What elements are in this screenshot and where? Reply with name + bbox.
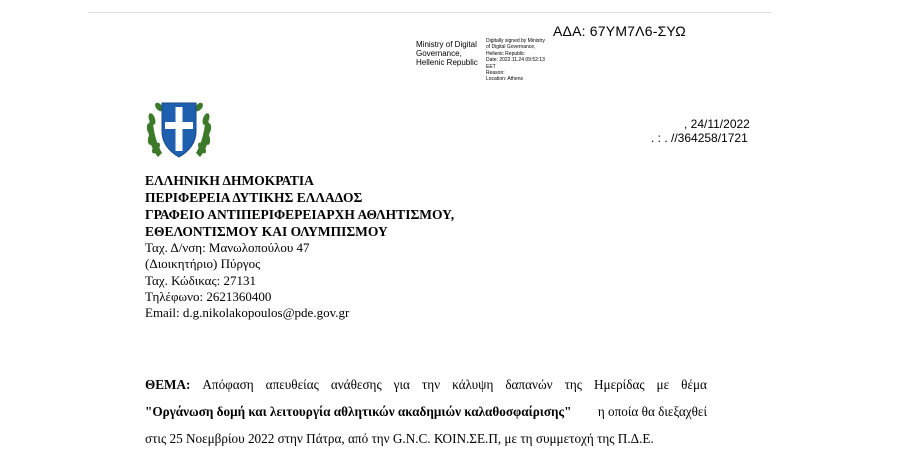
signature-detail-line: Date: 2022.11.24 09:52:13: [486, 57, 545, 64]
issuer-line: ΓΡΑΦΕΙΟ ΑΝΤΙΠΕΡΙΦΕΡΕΙΑΡΧΗ ΑΘΛΗΤΙΣΜΟΥ,: [145, 207, 455, 222]
subject-paragraph: [145, 377, 707, 458]
signature-detail-line: Digitally signed by Ministry: [486, 38, 545, 44]
signer-line: Governance,: [416, 49, 462, 58]
email-line: Email: d.g.nikolakopoulos@pde.gov.gr: [145, 305, 350, 321]
document-date: , 24/11/2022: [684, 117, 750, 131]
issuer-line: ΕΛΛΗΝΙΚΗ ΔΗΜΟΚΡΑΤΙΑ: [145, 173, 314, 188]
ada-code: ΑΔΑ: 67ΥΜ7Λ6-ΣΥΩ: [553, 23, 686, 39]
address-line: Ταχ. Δ/νση: Μανωλοπούλου 47: [145, 240, 310, 255]
subject-text: στις 25 Νοεμβρίου 2022 στην Πάτρα, από την G.N.C. ΚΟΙΝ.ΣΕ.Π, με τη συμμετοχή της Π.Δ.Ε.: [145, 431, 654, 446]
signer-line: Ministry of Digital: [416, 40, 477, 49]
subject-word: ανάθεσης: [330, 377, 382, 392]
signature-detail-line: EET: [486, 63, 496, 70]
signature-signer: [416, 40, 478, 67]
signature-details: [486, 38, 545, 83]
subject-word: της: [564, 377, 582, 392]
contact-block: [145, 240, 349, 321]
subject-text: η οποία θα διεξαχθεί: [597, 404, 707, 419]
address-line: (Διοικητήριο) Πύργος: [145, 256, 261, 272]
subject-word: δαπανών: [505, 377, 553, 392]
signature-detail-line: Hellenic Republic: [486, 50, 525, 57]
subject-word: Απόφαση: [202, 377, 254, 392]
subject-line-3: [145, 431, 707, 447]
subject-word: Ημερίδας: [593, 377, 645, 392]
signature-detail-line: Location: Athens: [486, 76, 523, 83]
protocol-number: . : . //364258/1721: [651, 131, 748, 145]
subject-word: για: [393, 377, 410, 392]
subject-line-1: [145, 377, 707, 393]
hellenic-emblem-icon: [144, 95, 214, 163]
issuer-line: ΠΕΡΙΦΕΡΕΙΑ ΔΥΤΙΚΗΣ ΕΛΛΑΔΟΣ: [145, 190, 363, 205]
issuer-header: [145, 172, 454, 240]
subject-word: απευθείας: [265, 377, 319, 392]
phone-line: Τηλέφωνο: 2621360400: [145, 288, 272, 304]
subject-word: με: [656, 377, 670, 392]
signature-detail-line: of Digital Governance,: [486, 44, 536, 51]
subject-word: την: [421, 377, 441, 392]
subject-word: θέμα: [681, 377, 707, 392]
issuer-line: ΕΘΕΛΟΝΤΙΣΜΟΥ ΚΑΙ ΟΛΥΜΠΙΣΜΟΥ: [145, 224, 388, 239]
top-rule: [88, 12, 772, 13]
subject-word: κάλυψη: [452, 377, 494, 392]
signature-detail-line: Reason:: [486, 70, 505, 77]
subject-label: ΘΕΜΑ:: [145, 377, 191, 392]
address-line: Ταχ. Κώδικας: 27131: [145, 272, 256, 288]
signer-line: Hellenic Republic: [416, 58, 478, 67]
subject-line-2: [145, 404, 707, 420]
event-title: "Οργάνωση δομή και λειτουργία αθλητικών ακαδημιών καλαθοσφαίρισης": [145, 404, 572, 419]
